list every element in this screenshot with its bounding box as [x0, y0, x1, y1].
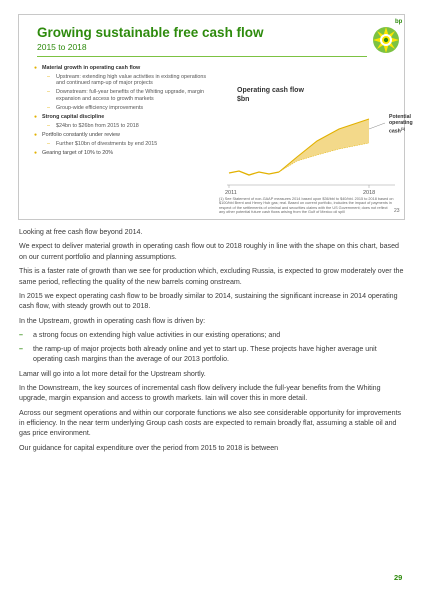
body-text [19, 227, 407, 457]
bullet-item: – Upstream: extending high value activities in existing operations and continued ramp-up of major projects [33, 74, 213, 87]
paragraph: Across our segment operations and within our corporate functions we also see considerable opportunity for improvements in efficiency. In the near term underlying Group cash costs are expected to remain broadly flat, assuming a stable oil and gas price environment. [19, 408, 402, 438]
x-tick-label-2011: 2011 [225, 190, 237, 196]
list-item: – the ramp-up of major projects both already online and yet to start up. These projects have higher average unit operating cash margins than the average of our 2013 portfolio. [19, 344, 407, 365]
bullet-item: ● Portfolio constantly under review [33, 132, 213, 138]
bullet-item: – Group-wide efficiency improvements [33, 105, 213, 111]
potential-footnote-mark: (1) [400, 127, 406, 131]
potential-cash-label-text: Potential operating cash [389, 114, 413, 135]
paragraph: Looking at free cash flow beyond 2014. [19, 228, 143, 236]
paragraph: In 2015 we expect operating cash flow to be broadly similar to 2014, sustaining the significant increase in 2014 operating cash flow, with steady growth out to 2018. [19, 292, 398, 311]
bp-logo-text: bp [395, 19, 403, 25]
potential-cash-band [279, 119, 369, 172]
bp-helios-logo-icon [371, 21, 401, 55]
chart-title: Operating cash flow [237, 87, 304, 94]
bullet-item: – Further $10bn of divestments by end 2015 [33, 141, 213, 147]
x-tick-label-2018: 2018 [363, 190, 376, 196]
bullet-item: ● Gearing target of 10% to 20% [33, 150, 213, 156]
list-item: – a strong focus on extending high value activities in our existing operations; and [19, 330, 407, 340]
slide-subtitle: 2015 to 2018 [37, 42, 87, 52]
slide-page-number: 23 [394, 208, 400, 214]
page-number: 29 [394, 573, 403, 582]
bullet-item: – $24bn to $26bn from 2015 to 2018 [33, 123, 213, 129]
paragraph: In the Upstream, growth in operating cash flow is driven by: [19, 316, 206, 325]
historic-cash-line [229, 171, 279, 175]
paragraph: In the Downstream, the key sources of incremental cash flow delivery include the full-year benefits from the Whiting upgrade, margin expansion and access to growth markets. Iain will cover this in more detail. [19, 384, 381, 403]
slide-footnote: (1) See Statement of non-GAAP measures 2014 based upon $36/bbl to $40/bbl. 2015 to 2018 based on $100/bbl Brent and Henry Hub gas; real. Based on current portfolio, includes the impact of payments in respect of the settlements of criminal and securities claims with the US Government; does not reflect any other potential future cash flows arising from the Gulf of Mexico oil spill [219, 197, 394, 215]
chart-unit-label: $bn [237, 96, 250, 103]
potential-cash-label [389, 114, 413, 135]
paragraph: Lamar will go into a lot more detail for the Upstream shortly. [19, 369, 206, 378]
paragraph: Our guidance for capital expenditure over the period from 2015 to 2018 is between [19, 443, 279, 452]
callout-leader [369, 123, 385, 129]
bullet-item: ● Strong capital discipline [33, 114, 213, 120]
title-divider [37, 56, 367, 57]
slide-bullet-list [33, 65, 213, 159]
paragraph: We expect to deliver material growth in operating cash flow out to 2018 roughly in line with the shape on this chart, based on our current portfolio and planning assumptions. [19, 242, 399, 261]
operating-cash-flow-chart [217, 77, 406, 217]
slide-image [18, 14, 413, 220]
upstream-driver-list [19, 330, 407, 364]
bullet-item: ● Material growth in operating cash flow [33, 65, 213, 71]
paragraph: This is a faster rate of growth than we see for production which, excluding Russia, is expected to grow moderately over the same period, reflecting the quality of the new barrels coming onstream. [19, 267, 404, 286]
bullet-item: – Downstream: full-year benefits of the Whiting upgrade, margin expansion and access to growth markets [33, 89, 213, 102]
slide-title: Growing sustainable free cash flow [37, 25, 264, 40]
